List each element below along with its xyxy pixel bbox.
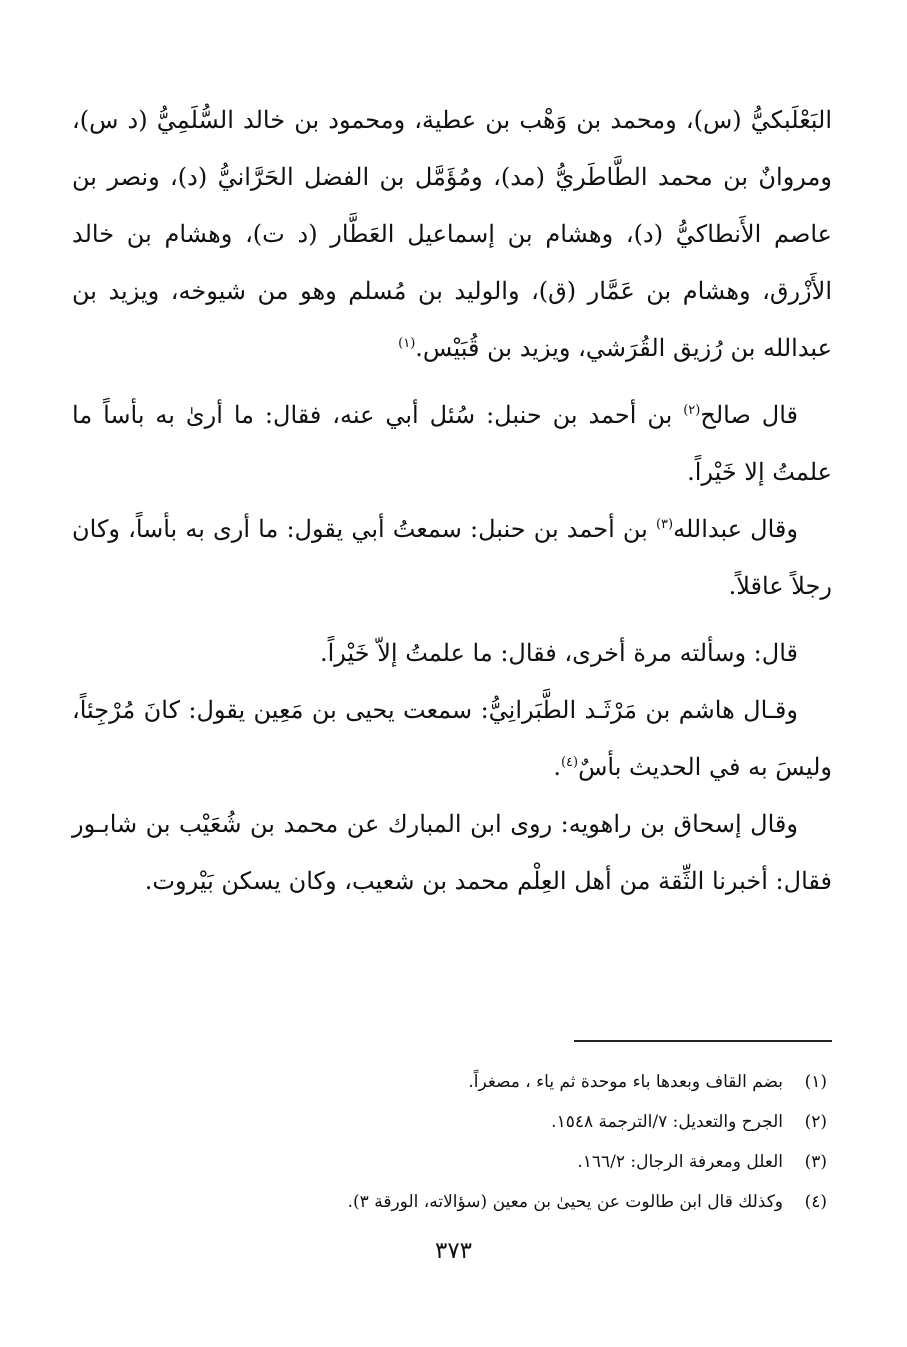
footnote-2 [67,1102,827,1142]
paragraph-second-question [72,625,832,682]
footnote-text: العلل ومعرفة الرجال: ١٦٦/٢. [577,1152,783,1172]
paragraph-text: وقال إسحاق بن راهويه: روى ابن المبارك عن محمد بن شُعَيْب بن شابـور فقال: أخبرنا الثِّقة من أهل العِلْم محمد بن شعيب، وكان يسكن بَيْروت. [72,810,832,895]
paragraph-text: قال: وسألته مرة أخرى، فقال: ما علمتُ إلاّ خَيْراً. [319,639,798,667]
main-text [72,92,832,910]
footnote-mark: (١) [398,336,416,351]
paragraph-text: البَعْلَبكيُّ (س)، ومحمد بن وَهْب بن عطية، ومحمود بن خالد السُّلَمِيُّ (د س)، ومروانٌ بن محمد الطَّاطَريُّ (مد)، ومُؤَمَّل بن الفضل الحَرَّانيُّ (د)، ونصر بن عاصم الأَنطاكيُّ (د)، وهشام بن إسماعيل العَطَّار (د ت)، وهشام بن خالد الأَزْرق، وهشام بن عَمَّار (ق)، والوليد بن مُسلم وهو من شيوخه، ويزيد بن عبدالله بن رُزيق القُرَشي، ويزيد بن قُبَيْس. [72,106,832,362]
paragraph-text-end: بن أحمد بن حنبل: سُئل أبي عنه، فقال: ما أرىٰ به بأساً ما علمتُ إلا خَيْراً. [72,401,832,486]
footnote-number: (٢) [804,1112,827,1132]
footnote-mark: (٣) [655,517,674,532]
footnote-1 [67,1062,827,1102]
footnote-text: بضم القاف وبعدها باء موحدة ثم ياء ، مصغراً. [468,1072,783,1092]
paragraph-salih-quote [72,387,832,501]
paragraph-text-end: . [553,753,561,781]
footnote-mark: (٢) [683,403,701,418]
page-number: ٣٧٣ [434,1238,473,1264]
footnote-4 [67,1182,827,1222]
footnote-number: (٤) [804,1192,827,1212]
paragraph-text-end: بن أحمد بن حنبل: سمعتُ أبي يقول: ما أرى به بأساً، وكان رجلاً عاقلاً. [72,515,832,600]
footnote-mark: (٤) [560,755,579,770]
paragraph-ishaq-quote [72,796,832,910]
paragraph-narrators-list [72,92,832,377]
footnote-number: (١) [804,1072,827,1092]
footnote-3 [67,1142,827,1182]
footnotes [67,1062,827,1222]
paragraph-text-start: قال صالح [700,401,798,429]
paragraph-abdullah-quote [72,501,832,615]
paragraph-hashim-quote [72,682,832,796]
paragraph-text-start: وقال عبدالله [673,515,798,543]
footnote-text: الجرح والتعديل: ٧/الترجمة ١٥٤٨. [551,1112,783,1132]
footnote-number: (٣) [804,1152,827,1172]
paragraph-text: وقـال هاشم بن مَرْثَـد الطَّبَرانِيُّ: سمعت يحيى بن مَعِين يقول: كانَ مُرْجِئاً، وليسَ به في الحديث بأسٌ [72,696,832,781]
footnote-text: وكذلك قال ابن طالوت عن يحيىٰ بن معين (سؤالاته، الورقة ٣). [347,1192,783,1212]
footnote-divider [574,1040,832,1042]
